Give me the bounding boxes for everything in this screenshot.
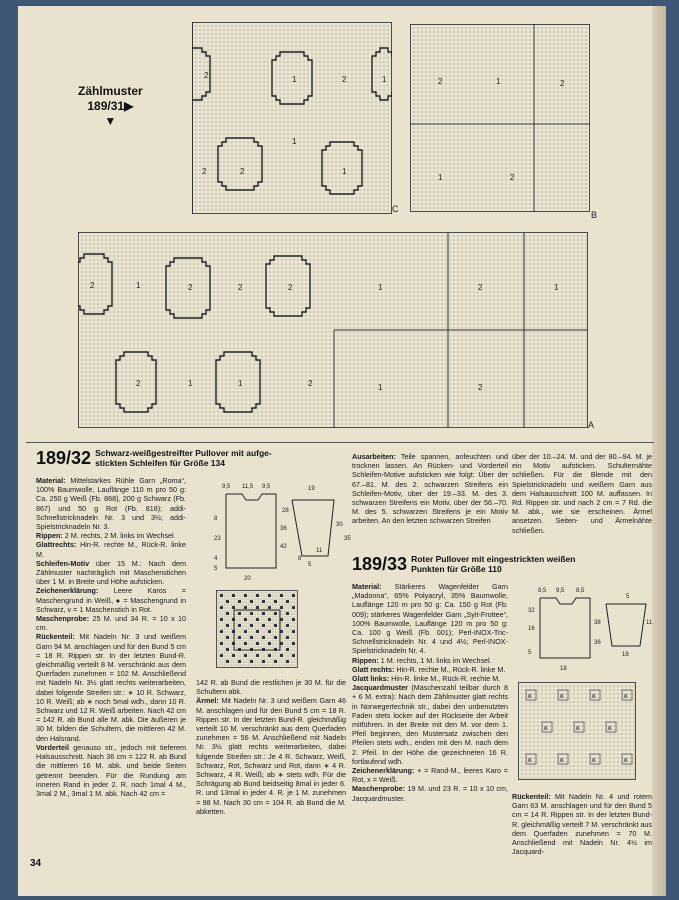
chart-mark-label: 2 xyxy=(202,167,207,176)
paragraph-heading: Ausarbeiten: xyxy=(352,452,396,461)
dimension-label: 8,5 xyxy=(538,588,547,594)
stitch-dot xyxy=(262,636,265,639)
paragraph-heading: Maschenprobe: xyxy=(352,784,406,794)
zaehlmuster-title: Zählmuster xyxy=(78,84,143,98)
chart-mark-label: 1 xyxy=(554,283,559,292)
page-spine-shadow xyxy=(652,6,666,896)
dimension-label: 9,5 xyxy=(222,484,231,490)
pattern-32-column-3 xyxy=(352,452,508,526)
sleeve-outline xyxy=(292,500,334,556)
jacquard-x-mark: × xyxy=(575,723,581,733)
paragraph-heading: Vorderteil xyxy=(36,742,70,752)
stitch-dot xyxy=(220,630,223,633)
jacquard-x-mark: × xyxy=(527,755,533,765)
stitch-dot xyxy=(286,612,289,615)
stitch-dot xyxy=(250,612,253,615)
stitch-dot xyxy=(262,612,265,615)
paragraph-text: über der 10.–24. M. und der 80.–94. M. je ein Motiv aufsticken. Schulternähte schließen. Für die Blende mit den Spielstricknadeln und weißem Garn aus dem Halsausschnitt 100 M. auffassen. In Rd. Rippen str. und nach 2 cm = 7 Rd. die M. abk., wie sie erscheinen. Ärmel ansetzen. Seiten- und Ärmelnähte schließen. xyxy=(512,452,652,535)
dimension-label: 28 xyxy=(282,508,289,514)
paragraph xyxy=(352,683,508,766)
stitch-dot xyxy=(286,648,289,651)
paragraph xyxy=(352,784,508,802)
paragraph-heading: Ärmel: xyxy=(196,696,219,706)
stitch-dot xyxy=(262,660,265,663)
dimension-label: 36 xyxy=(280,526,287,532)
stitch-dot xyxy=(256,618,259,621)
stitch-dot xyxy=(292,654,295,657)
stitch-dot xyxy=(286,660,289,663)
stitch-dot xyxy=(292,594,295,597)
sleeve-outline xyxy=(606,604,646,646)
chart-mark-label: 2 xyxy=(238,283,243,292)
stitch-dot xyxy=(220,654,223,657)
paragraph-heading: Material: xyxy=(352,582,382,591)
pattern-32-heading xyxy=(36,448,272,469)
stitch-dot xyxy=(286,624,289,627)
paragraph-heading: Rückenteil: xyxy=(512,792,551,801)
stitch-dot xyxy=(256,642,259,645)
dimension-label: 5 xyxy=(214,566,218,572)
paragraph-text: genauso str., jedoch mit tieferem Halsausschnitt. Nach 36 cm = 122 R. ab Bund die mittleren 16 M. abk. und beide Seiten getrennt beenden. Für die Rundung am inneren Rand in jeder 2. R. noch 1mal 4 M., 3mal 2 M., 3mal 1 M. abk. Nach 42 cm = xyxy=(36,742,186,798)
paragraph xyxy=(352,665,508,674)
paragraph-heading: Glattrechts: xyxy=(36,540,77,550)
paragraph-heading: Rückenteil: xyxy=(36,632,75,642)
paragraph-heading: Jacquardmuster xyxy=(352,683,408,693)
stitch-dot xyxy=(274,612,277,615)
pattern-33-column-1 xyxy=(352,582,508,803)
stitch-dot xyxy=(280,606,283,609)
arrow-down-icon: ▼ xyxy=(104,114,117,128)
paragraph-heading: Glatt rechts: xyxy=(352,664,395,674)
pattern-32-bow-chart xyxy=(216,590,298,668)
jacquard-x-mark: × xyxy=(607,723,613,733)
stitch-dot xyxy=(238,624,241,627)
chart-mark-label: 1 xyxy=(438,173,443,182)
stitch-dot xyxy=(220,606,223,609)
paragraph xyxy=(512,792,652,856)
stitch-dot xyxy=(244,630,247,633)
chart-a-label: A xyxy=(588,420,595,430)
pattern-32-title-2: stickten Schleifen für Größe 134 xyxy=(95,458,225,468)
paragraph xyxy=(352,674,508,683)
paragraph xyxy=(36,540,186,558)
stitch-dot xyxy=(268,594,271,597)
paragraph xyxy=(36,743,186,798)
stitch-dot xyxy=(262,600,265,603)
stitch-dot xyxy=(274,600,277,603)
jacquard-x-mark: × xyxy=(559,755,565,765)
stitch-dot xyxy=(268,630,271,633)
paragraph-text: Hin-R. rechte M., Rück-R. linke M. xyxy=(394,664,506,674)
chart-a-grid xyxy=(78,232,588,428)
paragraph xyxy=(352,766,508,784)
stitch-dot xyxy=(226,636,229,639)
paragraph-heading: Rippen: xyxy=(352,655,379,665)
dimension-label: 4 xyxy=(214,556,218,562)
stitch-dot xyxy=(250,660,253,663)
zaehlmuster-number: 189/31▶ xyxy=(87,99,134,113)
paragraph-text: Mit Nadeln Nr. 3 und weißem Garn 94 M. anschlagen und für den Bund 5 cm = 18 R. Rippen str. In der letzten Bund-R. gleichmäßig verteilt 8 M. verschränkt aus dem Querfaden zunehmen = 102 M. Anschließend mit Nadeln Nr. 3½ glatt rechts weiterarbeiten, dabei folgende Streifen str.: ∗ 10 R. Schwarz, 10 R. Weiß; ab ∗ noch 5mal wdh., dann 10 R. Schwarz und 12 R. Weiß arbeiten. Nach 42 cm = 142 R. ab Bund alle M. abk. Die äußeren je 30 M. bilden die Schultern, die mittleren 42 M. den Halsrand. xyxy=(36,632,186,743)
chart-mark-label: 2 xyxy=(478,283,483,292)
paragraph-heading: Glatt links: xyxy=(352,674,390,684)
jacquard-x-mark: × xyxy=(559,691,565,701)
stitch-dot xyxy=(238,636,241,639)
paragraph-text: 2 M. rechts, 2 M. links im Wechsel. xyxy=(62,531,176,541)
zaehlmuster-label xyxy=(78,84,143,129)
paragraph-text: Mit Nadeln Nr. 4 und rotem Garn 63 M. anschlagen und für den Bund 5 cm = 14 R. Rippen str. In der letzten Bund-R. gleichmäßig verteilt 7 M. verschränkt aus dem Querfaden zunehmen = 70 M. Anschließend mit Nadeln Nr. 4½ im Jacquard- xyxy=(512,792,652,857)
jacquard-x-mark: × xyxy=(591,691,597,701)
chart-mark-label: 1 xyxy=(342,167,347,176)
stitch-dot xyxy=(256,630,259,633)
paragraph-text: (Maschenzahl teilbar durch 8 + 6 M. extra): Nach dem Zählmuster glatt rechts in Norwegertechnik str., dabei den unbenutzten Faden stets locker auf der Rückseite der Arbeit mitführen. In der Breite mit den M. vor dem 1. Pfeil beginnen, den Mustersatz zwischen den Pfeilen stets wdh., enden mit den M. nach dem 2. Pfeil. In der Höhe die gezeichneten 16 R. fortlaufend wdh. xyxy=(352,683,508,766)
pattern-32-column-1 xyxy=(36,476,186,798)
chart-mark-label: 2 xyxy=(240,167,245,176)
chart-mark-label: 2 xyxy=(438,77,443,86)
dimension-label: 5 xyxy=(308,562,312,568)
chart-mark-label: 1 xyxy=(382,75,387,84)
stitch-dot xyxy=(292,606,295,609)
stitch-dot xyxy=(232,654,235,657)
stitch-dot xyxy=(256,594,259,597)
stitch-dot xyxy=(274,624,277,627)
chart-c-label: C xyxy=(392,204,399,214)
jacquard-x-mark: × xyxy=(527,691,533,701)
stitch-dot xyxy=(280,654,283,657)
paragraph-text: Hin-R. linke M., Rück-R. rechte M. xyxy=(389,674,501,684)
pattern-33-column-2 xyxy=(512,792,652,856)
paragraph-text: + = Rand-M., leeres Karo = Rot, x = Weiß. xyxy=(352,766,508,785)
stitch-dot xyxy=(220,642,223,645)
paragraph-text: 142 R. ab Bund die restlichen je 30 M. für die Schultern abk. xyxy=(196,678,346,697)
chart-mark-label: 1 xyxy=(496,77,501,86)
stitch-dot xyxy=(232,594,235,597)
paragraph-text: Mittelstarkes Rühle Garn „Roma“, 100% Baumwolle, Lauflänge 110 m pro 50 g: Ca. 250 g Weiß (Fb. 868), 200 g Schwarz (Fb. 867) und 50 g Rot (Fb. 818); addi-Schnellstricknadeln Nr. 3 und 3½; addi-Spielstricknadeln Nr. 3. xyxy=(36,476,186,532)
stitch-dot xyxy=(274,636,277,639)
dimension-label: 9,5 xyxy=(556,588,565,594)
divider xyxy=(26,442,654,443)
paragraph-text: 19 M. und 23 R. = 10 x 10 cm, Jacquardmuster. xyxy=(352,784,508,803)
chart-mark-label: 2 xyxy=(288,283,293,292)
jacquard-x-mark: × xyxy=(623,755,629,765)
stitch-dot xyxy=(220,618,223,621)
chart-mark-label: 2 xyxy=(204,71,209,80)
paragraph xyxy=(512,452,652,535)
paragraph xyxy=(36,614,186,632)
stitch-dot xyxy=(256,606,259,609)
page-number: 34 xyxy=(30,858,42,869)
dimension-label: 5 xyxy=(626,594,630,600)
paragraph xyxy=(196,678,346,696)
stitch-dot xyxy=(250,624,253,627)
paragraph xyxy=(36,559,186,587)
dimension-label: 11 xyxy=(646,620,653,626)
paragraph-heading: Material: xyxy=(36,476,66,485)
stitch-dot xyxy=(292,618,295,621)
stitch-dot xyxy=(280,594,283,597)
dimension-label: 11 xyxy=(316,548,323,554)
paragraph-text: Stärkeres Wagenfelder Garn „Madonna“, 65% Polyacryl, 35% Baumwolle, Lauflänge 120 m pro 50 g: Ca. 150 g Rot (Fb. 009); stärkeres Wagenfelder Garn „Syit-Frottee“, 100% Baumwolle, Lauflänge 120 m pro 50 g: Ca. 100 g Weiß (Fb. 001); Perl-INOX-Tric-Schnellstricknadeln Nr. 4 und 4½; Perl-INOX-Spielstricknadeln Nr. 4. xyxy=(352,582,508,656)
stitch-dot xyxy=(262,624,265,627)
stitch-dot xyxy=(244,618,247,621)
chart-mark-label: 2 xyxy=(188,283,193,292)
stitch-dot xyxy=(268,642,271,645)
chart-c-grid xyxy=(192,22,392,214)
pattern-32-column-4 xyxy=(512,452,652,535)
chart-mark-label: 1 xyxy=(188,379,193,388)
chart-mark-label: 1 xyxy=(292,137,297,146)
stitch-dot xyxy=(268,618,271,621)
stitch-dot xyxy=(232,606,235,609)
jacquard-x-mark: × xyxy=(543,723,549,733)
chart-mark-label: 2 xyxy=(478,383,483,392)
magazine-page xyxy=(18,6,666,896)
dimension-label: 9,5 xyxy=(262,484,271,490)
chart-mark-label: 2 xyxy=(90,281,95,290)
paragraph-text: 1 M. rechts, 1 M. links im Wechsel. xyxy=(378,655,492,665)
paragraph xyxy=(36,476,186,531)
pattern-33-title-2: Punkten für Größe 110 xyxy=(411,564,502,574)
stitch-dot xyxy=(244,654,247,657)
jacquard-x-mark: × xyxy=(591,755,597,765)
pattern-32-schematic xyxy=(196,476,352,586)
stitch-dot xyxy=(274,660,277,663)
stitch-dot xyxy=(244,642,247,645)
dimension-label: 20 xyxy=(244,576,251,582)
dimension-label: 18 xyxy=(560,666,567,672)
stitch-dot xyxy=(244,606,247,609)
pattern-33-jacquard-chart xyxy=(518,682,636,780)
stitch-dot xyxy=(226,624,229,627)
stitch-dot xyxy=(286,636,289,639)
paragraph-heading: Zeichenerklärung: xyxy=(352,766,415,776)
stitch-dot xyxy=(250,636,253,639)
paragraph-text: Teile spannen, anfeuchten und trocknen lassen. An Rücken- und Vorderteil Schleifen-Motive aufsticken wie folgt: Über der 67.–81. M. des 2. schwarzen Streifens ein Schleifen-Motiv, über der 19.–33. M. des 3. schwarzen Streifens ein Motiv, über der 56.–70. M. des 5. schwarzen Streifens je ein Motiv arbeiten. An den letzten schwarzen Streifen xyxy=(352,452,508,526)
chart-mark-label: 1 xyxy=(378,283,383,292)
stitch-dot xyxy=(244,594,247,597)
pattern-33-title-1: Roter Pullover mit eingestrickten weißen xyxy=(411,554,576,564)
stitch-dot xyxy=(268,654,271,657)
dimension-label: 8,5 xyxy=(576,588,585,594)
paragraph xyxy=(36,531,186,540)
chart-b-grid xyxy=(410,24,590,212)
stitch-dot xyxy=(226,600,229,603)
paragraph xyxy=(36,632,186,742)
front-back-outline xyxy=(226,494,276,568)
chart-mark-label: 2 xyxy=(308,379,313,388)
stitch-dot xyxy=(238,600,241,603)
dimension-label: 8 xyxy=(214,516,218,522)
stitch-dot xyxy=(238,612,241,615)
stitch-dot xyxy=(292,642,295,645)
paragraph xyxy=(352,452,508,526)
stitch-dot xyxy=(238,660,241,663)
paragraph-heading: Zeichenerklärung: xyxy=(36,586,99,596)
dimension-label: 32 xyxy=(528,608,535,614)
grid-frame xyxy=(411,25,590,212)
pattern-33-schematic xyxy=(516,584,654,676)
stitch-dot xyxy=(250,600,253,603)
stitch-dot xyxy=(226,660,229,663)
paragraph-text: Leere Karos = Maschengrund in Weiß, ● = Maschengrund in Schwarz, v = 1 Maschenstich in Rot. xyxy=(36,586,186,614)
chart-mark-label: 2 xyxy=(136,379,141,388)
paragraph xyxy=(196,696,346,816)
pattern-32-column-2 xyxy=(196,678,346,816)
paragraph-heading: Schleifen-Motiv xyxy=(36,558,90,568)
stitch-dot xyxy=(286,600,289,603)
dimension-label: 16 xyxy=(528,626,535,632)
pattern-33-heading xyxy=(352,554,575,575)
stitch-dot xyxy=(226,612,229,615)
paragraph-text: Hin-R. rechte M., Rück-R. linke M. xyxy=(36,540,186,559)
front-back-outline xyxy=(540,598,590,658)
dimension-label: 5 xyxy=(528,650,532,656)
pattern-33-number: 189/33 xyxy=(352,554,408,574)
chart-mark-label: 1 xyxy=(292,75,297,84)
paragraph xyxy=(36,586,186,614)
chart-mark-label: 2 xyxy=(560,79,565,88)
stitch-dot xyxy=(226,648,229,651)
stitch-dot xyxy=(220,594,223,597)
pattern-32-title-1: Schwarz-weißgestreifter Pullover mit aufge- xyxy=(95,448,272,458)
paragraph xyxy=(352,656,508,665)
paragraph-text: über 15 M.: Nach dem Zählmuster nachträglich mit Maschenstichen über 1 M. in Breite und Höhe aufsticken. xyxy=(36,558,186,587)
stitch-dot xyxy=(292,630,295,633)
dimension-label: 18 xyxy=(622,652,629,658)
dimension-label: 23 xyxy=(214,536,221,542)
chart-mark-label: 1 xyxy=(136,281,141,290)
chart-mark-label: 1 xyxy=(238,379,243,388)
dimension-label: 8 xyxy=(298,556,302,562)
dimension-label: 36 xyxy=(594,640,601,646)
chart-mark-label: 2 xyxy=(342,75,347,84)
dimension-label: 19 xyxy=(308,486,315,492)
stitch-dot xyxy=(256,654,259,657)
paragraph-heading: Rippen: xyxy=(36,531,63,541)
chart-mark-label: 2 xyxy=(510,173,515,182)
chart-b-label: B xyxy=(591,210,598,220)
stitch-dot xyxy=(268,606,271,609)
paragraph xyxy=(352,582,508,656)
chart-mark-label: 1 xyxy=(378,383,383,392)
dimension-label: 11,5 xyxy=(242,484,254,490)
dimension-label: 30 xyxy=(336,522,343,528)
dimension-label: 38 xyxy=(594,620,601,626)
paragraph-text: 25 M. und 34 R. = 10 x 10 cm. xyxy=(36,614,186,633)
jacquard-x-mark: × xyxy=(623,691,629,701)
pattern-32-number: 189/32 xyxy=(36,448,92,468)
dimension-label: 42 xyxy=(280,544,287,550)
paragraph-text: Mit Nadeln Nr. 3 und weißem Garn 46 M. anschlagen und für den Bund 5 cm = 18 R. Rippen str. In der letzten Bund-R. gleichmäßig verteilt 10 M. verschränkt aus dem Querfaden zunehmen = 56 M. Anschließend mit Nadeln Nr. 3½ glatt rechts weiterarbeiten, dabei folgende Streifen str.: Je 4 R. Schwarz, Weiß, Schwarz, Rot, Schwarz und Rot, dann ∗ 4 R. Schwarz, 4 R. Weiß; ab ∗ stets wdh. Für die Schrägung ab Bund beidseitig 8mal in jeder 6. R. und 13mal in jeder 4. R. je 1 M. zunehmen = 98 M. Nach 30 cm = 104 R. ab Bund die M. abketten. xyxy=(196,696,346,816)
paragraph-heading: Maschenprobe: xyxy=(36,614,90,624)
dimension-label: 35 xyxy=(344,536,351,542)
